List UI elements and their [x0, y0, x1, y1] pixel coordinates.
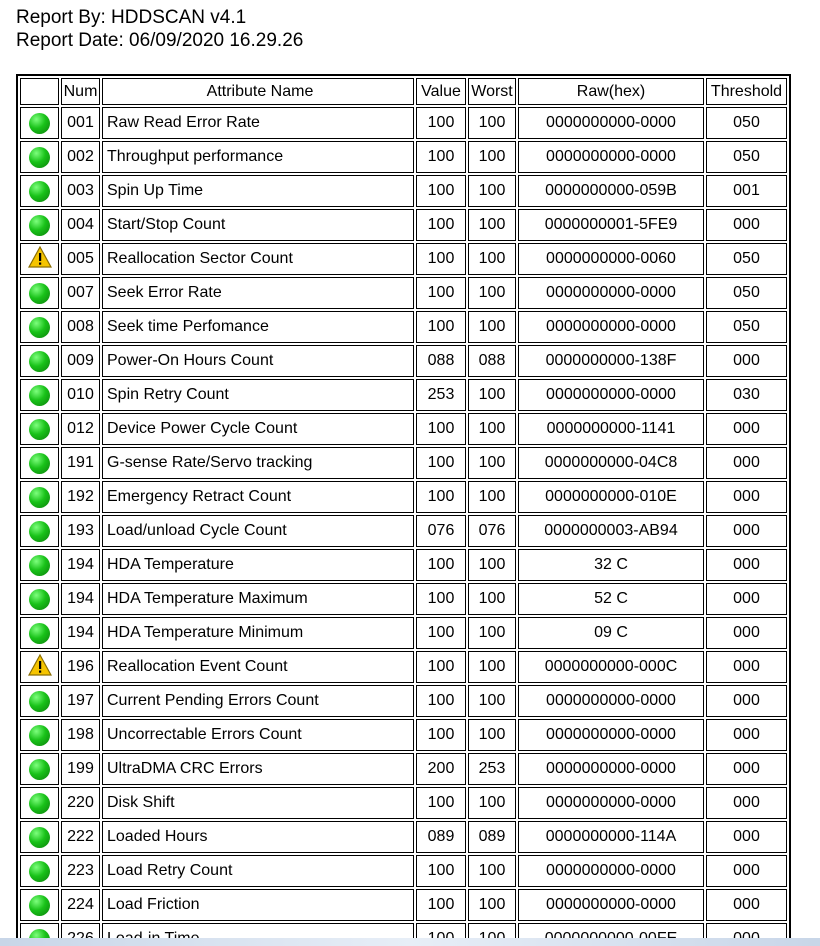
attribute-name: HDA Temperature Minimum	[102, 617, 414, 649]
attribute-name: Uncorrectable Errors Count	[102, 719, 414, 751]
table-row	[20, 413, 787, 445]
status-cell	[20, 889, 59, 921]
green-circle-icon	[29, 555, 50, 576]
attribute-name: Reallocation Event Count	[102, 651, 414, 683]
attribute-num: 199	[61, 753, 100, 785]
attribute-name: Throughput performance	[102, 141, 414, 173]
column-header-threshold: Threshold	[706, 78, 787, 105]
column-header-value: Value	[416, 78, 466, 105]
table-row	[20, 311, 787, 343]
green-circle-icon	[29, 385, 50, 406]
attribute-num: 197	[61, 685, 100, 717]
attribute-name: Load/unload Cycle Count	[102, 515, 414, 547]
attribute-name: Disk Shift	[102, 787, 414, 819]
attribute-value: 100	[416, 413, 466, 445]
status-cell	[20, 447, 59, 479]
status-cell	[20, 277, 59, 309]
attribute-threshold: 050	[706, 243, 787, 275]
table-row	[20, 345, 787, 377]
green-circle-icon	[29, 793, 50, 814]
attribute-threshold: 000	[706, 651, 787, 683]
status-cell	[20, 855, 59, 887]
attribute-raw: 52 C	[518, 583, 704, 615]
table-header-row	[20, 78, 787, 105]
attribute-value: 100	[416, 209, 466, 241]
green-circle-icon	[29, 827, 50, 848]
attribute-raw: 0000000000-0000	[518, 787, 704, 819]
attribute-worst: 100	[468, 685, 516, 717]
attribute-threshold: 050	[706, 141, 787, 173]
attribute-worst: 100	[468, 243, 516, 275]
attribute-value: 089	[416, 821, 466, 853]
attribute-raw: 0000000000-0000	[518, 753, 704, 785]
attribute-value: 100	[416, 855, 466, 887]
attribute-threshold: 000	[706, 447, 787, 479]
table-row	[20, 685, 787, 717]
attribute-name: Seek Error Rate	[102, 277, 414, 309]
attribute-threshold: 000	[706, 719, 787, 751]
green-circle-icon	[29, 283, 50, 304]
attribute-value: 076	[416, 515, 466, 547]
attribute-value: 100	[416, 583, 466, 615]
attribute-value: 100	[416, 311, 466, 343]
attribute-raw: 0000000000-04C8	[518, 447, 704, 479]
attribute-threshold: 000	[706, 583, 787, 615]
status-cell	[20, 141, 59, 173]
attribute-name: Loaded Hours	[102, 821, 414, 853]
attribute-value: 100	[416, 719, 466, 751]
attribute-worst: 100	[468, 311, 516, 343]
attribute-worst: 100	[468, 481, 516, 513]
green-circle-icon	[29, 215, 50, 236]
attribute-num: 194	[61, 617, 100, 649]
attribute-value: 100	[416, 787, 466, 819]
attribute-value: 100	[416, 243, 466, 275]
green-circle-icon	[29, 623, 50, 644]
attribute-num: 008	[61, 311, 100, 343]
attribute-num: 192	[61, 481, 100, 513]
attribute-raw: 0000000000-0000	[518, 311, 704, 343]
attribute-num: 002	[61, 141, 100, 173]
column-header-attribute-name: Attribute Name	[102, 78, 414, 105]
status-cell	[20, 243, 59, 275]
attribute-threshold: 000	[706, 889, 787, 921]
attribute-raw: 0000000000-0000	[518, 141, 704, 173]
attribute-threshold: 000	[706, 617, 787, 649]
attribute-name: Raw Read Error Rate	[102, 107, 414, 139]
status-cell	[20, 175, 59, 207]
status-cell	[20, 107, 59, 139]
attribute-value: 100	[416, 617, 466, 649]
attribute-name: HDA Temperature Maximum	[102, 583, 414, 615]
green-circle-icon	[29, 147, 50, 168]
attribute-raw: 0000000000-138F	[518, 345, 704, 377]
attribute-threshold: 000	[706, 515, 787, 547]
attribute-threshold: 000	[706, 481, 787, 513]
green-circle-icon	[29, 351, 50, 372]
smart-attributes-table	[16, 74, 791, 946]
status-cell	[20, 311, 59, 343]
table-row	[20, 243, 787, 275]
table-row	[20, 855, 787, 887]
attribute-raw: 0000000000-0000	[518, 379, 704, 411]
window-bottom-edge	[0, 938, 820, 946]
attribute-threshold: 000	[706, 209, 787, 241]
status-cell	[20, 515, 59, 547]
attribute-num: 001	[61, 107, 100, 139]
green-circle-icon	[29, 453, 50, 474]
status-cell	[20, 413, 59, 445]
attribute-threshold: 000	[706, 345, 787, 377]
report-by: Report By: HDDSCAN v4.1	[16, 7, 247, 28]
attribute-value: 100	[416, 481, 466, 513]
attribute-worst: 088	[468, 345, 516, 377]
attribute-num: 009	[61, 345, 100, 377]
green-circle-icon	[29, 895, 50, 916]
attribute-threshold: 030	[706, 379, 787, 411]
attribute-num: 223	[61, 855, 100, 887]
attribute-num: 004	[61, 209, 100, 241]
attribute-value: 253	[416, 379, 466, 411]
attribute-value: 100	[416, 651, 466, 683]
attribute-num: 007	[61, 277, 100, 309]
attribute-name: Spin Up Time	[102, 175, 414, 207]
status-cell	[20, 719, 59, 751]
table-row	[20, 549, 787, 581]
attribute-raw: 0000000000-0000	[518, 855, 704, 887]
report-header	[16, 6, 303, 52]
attribute-name: Reallocation Sector Count	[102, 243, 414, 275]
green-circle-icon	[29, 589, 50, 610]
green-circle-icon	[29, 487, 50, 508]
green-circle-icon	[29, 725, 50, 746]
status-cell	[20, 821, 59, 853]
attribute-threshold: 050	[706, 277, 787, 309]
attribute-num: 196	[61, 651, 100, 683]
green-circle-icon	[29, 521, 50, 542]
status-cell	[20, 685, 59, 717]
attribute-worst: 089	[468, 821, 516, 853]
attribute-value: 100	[416, 447, 466, 479]
attribute-threshold: 000	[706, 821, 787, 853]
warning-triangle-icon	[28, 246, 52, 273]
attribute-threshold: 050	[706, 311, 787, 343]
status-cell	[20, 787, 59, 819]
status-cell	[20, 379, 59, 411]
attribute-worst: 100	[468, 107, 516, 139]
table-row	[20, 175, 787, 207]
attribute-raw: 0000000000-000C	[518, 651, 704, 683]
report-date: Report Date: 06/09/2020 16.29.26	[16, 30, 304, 51]
attribute-name: Spin Retry Count	[102, 379, 414, 411]
status-cell	[20, 345, 59, 377]
attribute-worst: 100	[468, 447, 516, 479]
green-circle-icon	[29, 419, 50, 440]
attribute-threshold: 050	[706, 107, 787, 139]
attribute-worst: 100	[468, 277, 516, 309]
attribute-worst: 100	[468, 651, 516, 683]
green-circle-icon	[29, 759, 50, 780]
attribute-value: 100	[416, 175, 466, 207]
attribute-raw: 0000000000-0060	[518, 243, 704, 275]
green-circle-icon	[29, 861, 50, 882]
table-row	[20, 617, 787, 649]
attribute-num: 194	[61, 583, 100, 615]
table-row	[20, 651, 787, 683]
attribute-worst: 100	[468, 617, 516, 649]
attribute-worst: 100	[468, 141, 516, 173]
attribute-value: 100	[416, 685, 466, 717]
table-row	[20, 447, 787, 479]
attribute-name: Load Friction	[102, 889, 414, 921]
status-cell	[20, 651, 59, 683]
status-cell	[20, 617, 59, 649]
attribute-value: 200	[416, 753, 466, 785]
attribute-raw: 0000000000-114A	[518, 821, 704, 853]
attribute-num: 222	[61, 821, 100, 853]
table-row	[20, 481, 787, 513]
table-row	[20, 515, 787, 547]
attribute-name: Device Power Cycle Count	[102, 413, 414, 445]
attribute-num: 012	[61, 413, 100, 445]
attribute-raw: 0000000001-5FE9	[518, 209, 704, 241]
attribute-threshold: 000	[706, 753, 787, 785]
attribute-value: 100	[416, 277, 466, 309]
attribute-threshold: 000	[706, 855, 787, 887]
green-circle-icon	[29, 113, 50, 134]
attribute-worst: 100	[468, 889, 516, 921]
table-row	[20, 821, 787, 853]
attribute-name: Emergency Retract Count	[102, 481, 414, 513]
column-header-raw: Raw(hex)	[518, 78, 704, 105]
attribute-num: 194	[61, 549, 100, 581]
table-row	[20, 719, 787, 751]
status-cell	[20, 209, 59, 241]
attribute-raw: 0000000003-AB94	[518, 515, 704, 547]
attribute-name: Power-On Hours Count	[102, 345, 414, 377]
table-row	[20, 787, 787, 819]
attribute-num: 003	[61, 175, 100, 207]
attribute-num: 198	[61, 719, 100, 751]
status-cell	[20, 549, 59, 581]
attribute-num: 005	[61, 243, 100, 275]
attribute-value: 100	[416, 889, 466, 921]
attribute-raw: 0000000000-010E	[518, 481, 704, 513]
attribute-worst: 100	[468, 413, 516, 445]
attribute-worst: 100	[468, 787, 516, 819]
green-circle-icon	[29, 317, 50, 338]
attribute-value: 100	[416, 549, 466, 581]
attribute-value: 100	[416, 141, 466, 173]
attribute-name: Current Pending Errors Count	[102, 685, 414, 717]
attribute-raw: 09 C	[518, 617, 704, 649]
attribute-name: Start/Stop Count	[102, 209, 414, 241]
attribute-name: G-sense Rate/Servo tracking	[102, 447, 414, 479]
table-row	[20, 209, 787, 241]
attribute-value: 100	[416, 107, 466, 139]
attribute-raw: 0000000000-059B	[518, 175, 704, 207]
attribute-value: 088	[416, 345, 466, 377]
attribute-name: Seek time Perfomance	[102, 311, 414, 343]
attribute-num: 220	[61, 787, 100, 819]
attribute-raw: 0000000000-0000	[518, 107, 704, 139]
column-header-status	[20, 78, 59, 105]
attribute-worst: 076	[468, 515, 516, 547]
green-circle-icon	[29, 691, 50, 712]
attribute-num: 193	[61, 515, 100, 547]
status-cell	[20, 583, 59, 615]
attribute-raw: 0000000000-0000	[518, 889, 704, 921]
table-row	[20, 583, 787, 615]
attribute-name: UltraDMA CRC Errors	[102, 753, 414, 785]
attribute-worst: 100	[468, 209, 516, 241]
column-header-worst: Worst	[468, 78, 516, 105]
attribute-worst: 100	[468, 379, 516, 411]
table-row	[20, 141, 787, 173]
attribute-raw: 0000000000-0000	[518, 719, 704, 751]
attribute-threshold: 001	[706, 175, 787, 207]
attribute-num: 191	[61, 447, 100, 479]
attribute-num: 224	[61, 889, 100, 921]
attribute-raw: 32 C	[518, 549, 704, 581]
attribute-raw: 0000000000-0000	[518, 277, 704, 309]
column-header-num: Num	[61, 78, 100, 105]
attribute-threshold: 000	[706, 413, 787, 445]
attribute-raw: 0000000000-0000	[518, 685, 704, 717]
table-body	[20, 107, 787, 946]
attribute-worst: 100	[468, 719, 516, 751]
table-row	[20, 107, 787, 139]
attribute-threshold: 000	[706, 549, 787, 581]
table-row	[20, 379, 787, 411]
attribute-name: Load Retry Count	[102, 855, 414, 887]
attribute-raw: 0000000000-1141	[518, 413, 704, 445]
attribute-worst: 100	[468, 175, 516, 207]
status-cell	[20, 753, 59, 785]
attribute-worst: 100	[468, 855, 516, 887]
status-cell	[20, 481, 59, 513]
attribute-worst: 100	[468, 583, 516, 615]
attribute-threshold: 000	[706, 787, 787, 819]
table-row	[20, 753, 787, 785]
attribute-num: 010	[61, 379, 100, 411]
table-row	[20, 277, 787, 309]
green-circle-icon	[29, 181, 50, 202]
attribute-worst: 100	[468, 549, 516, 581]
table-row	[20, 889, 787, 921]
attribute-threshold: 000	[706, 685, 787, 717]
attribute-name: HDA Temperature	[102, 549, 414, 581]
warning-triangle-icon	[28, 654, 52, 681]
attribute-worst: 253	[468, 753, 516, 785]
